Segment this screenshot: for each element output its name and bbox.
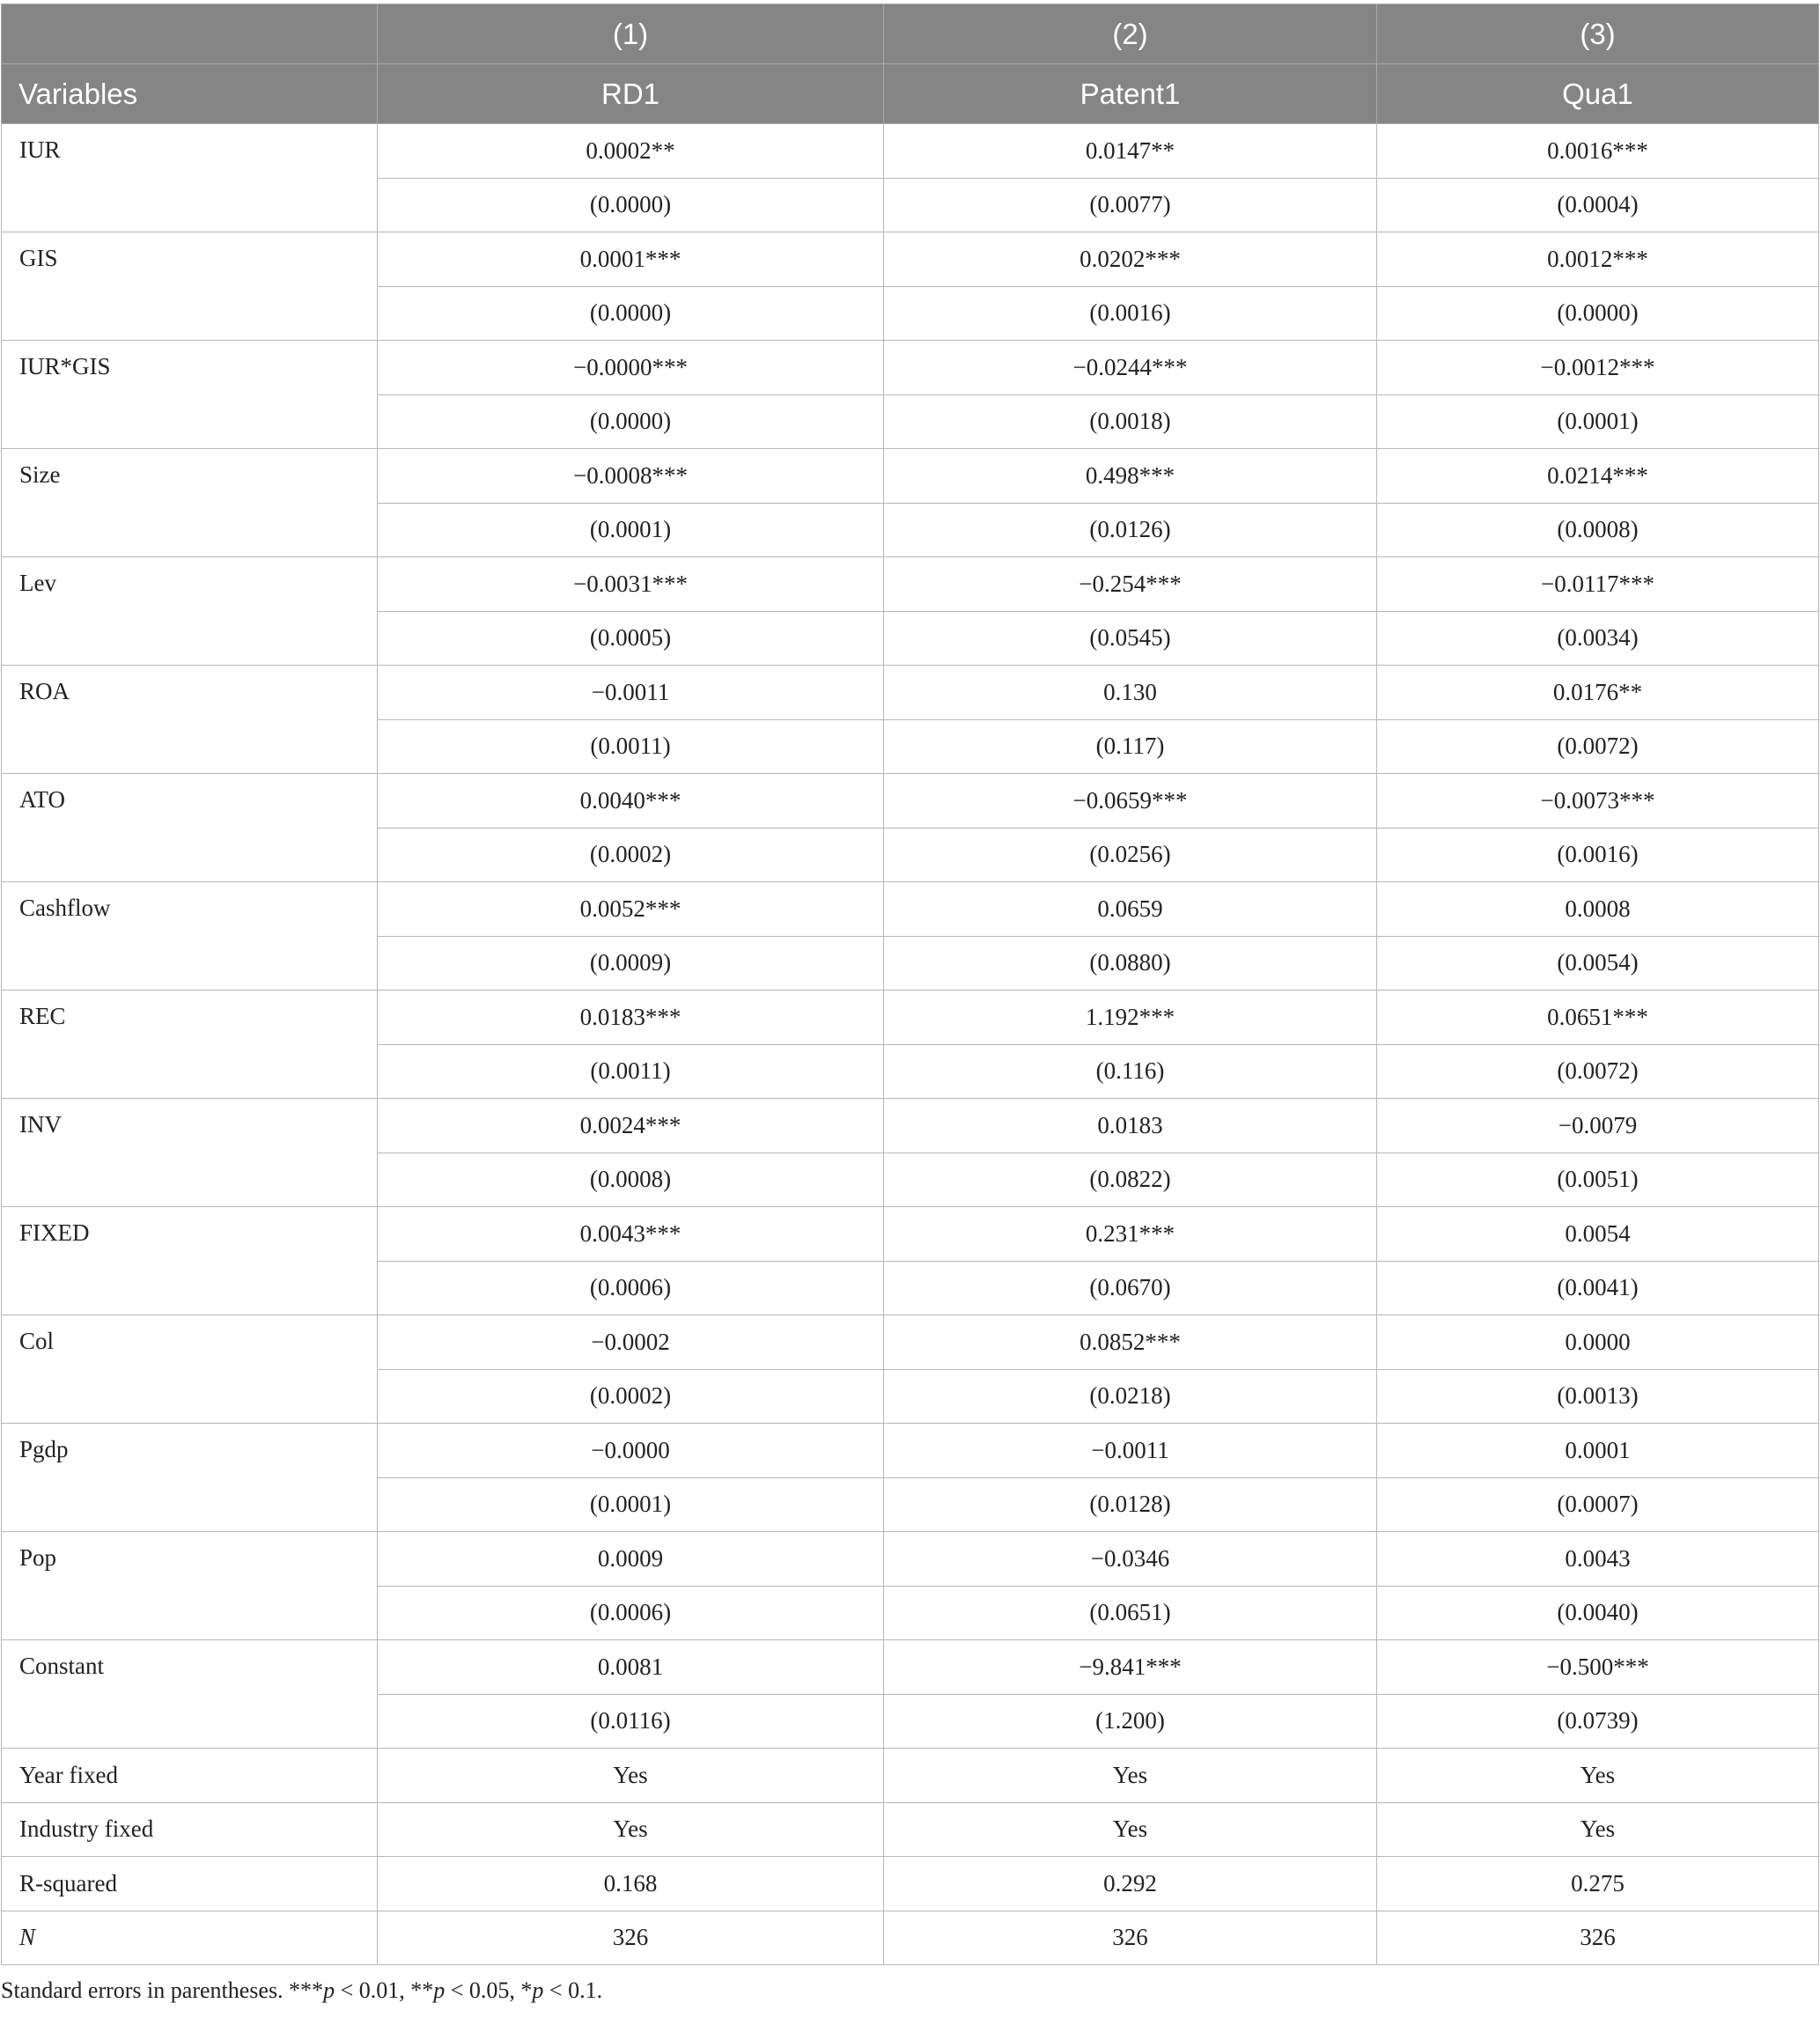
standard-error-cell: (0.0006): [378, 1586, 884, 1640]
variable-name: IUR*GIS: [2, 341, 378, 449]
table-header: [2, 4, 1819, 124]
coefficient-cell: 0.0016***: [1377, 124, 1819, 179]
header-blank-cell: [2, 4, 378, 64]
table-row-coefficient: [2, 774, 1819, 829]
table-row-summary: [2, 1911, 1819, 1965]
standard-error-cell: (0.0002): [378, 1369, 884, 1424]
coefficient-cell: 0.0040***: [378, 774, 884, 829]
table-row-summary: [2, 1802, 1819, 1857]
coefficient-cell: 0.0024***: [378, 1099, 884, 1153]
standard-error-cell: (0.0040): [1377, 1586, 1819, 1640]
standard-error-cell: (0.0016): [884, 286, 1377, 341]
standard-error-cell: (0.0002): [378, 828, 884, 882]
footnote-p: p: [433, 1977, 446, 2003]
summary-value: Yes: [884, 1802, 1377, 1857]
coefficient-cell: 0.0008: [1377, 882, 1819, 937]
standard-error-cell: (0.0013): [1377, 1369, 1819, 1424]
coefficient-cell: −0.0002: [378, 1315, 884, 1370]
standard-error-cell: (0.0011): [378, 719, 884, 774]
coefficient-cell: 0.0176**: [1377, 666, 1819, 720]
table-row-coefficient: [2, 1424, 1819, 1478]
header-row-dependent-variables: [2, 64, 1819, 124]
standard-error-cell: (0.0545): [884, 611, 1377, 666]
coefficient-cell: 0.0001: [1377, 1424, 1819, 1478]
summary-value: 326: [1377, 1911, 1819, 1965]
summary-value: Yes: [378, 1749, 884, 1803]
standard-error-cell: (0.0051): [1377, 1153, 1819, 1207]
standard-error-cell: (0.0126): [884, 503, 1377, 557]
summary-label: N: [2, 1911, 378, 1965]
standard-error-cell: (0.0054): [1377, 936, 1819, 991]
footnote-threshold-3: < 0.1.: [543, 1977, 603, 2003]
standard-error-cell: (0.0116): [378, 1694, 884, 1749]
variable-name: Constant: [2, 1640, 378, 1749]
footnote-threshold-2: < 0.05, *: [445, 1977, 533, 2003]
variable-name: ATO: [2, 774, 378, 882]
regression-table: [1, 4, 1819, 1965]
standard-error-cell: (0.0739): [1377, 1694, 1819, 1749]
coefficient-cell: 0.0009: [378, 1532, 884, 1587]
standard-error-cell: (0.0001): [378, 503, 884, 557]
coefficient-cell: 0.0000: [1377, 1315, 1819, 1370]
header-model-2: (2): [884, 4, 1377, 64]
table-row-coefficient: [2, 124, 1819, 179]
coefficient-cell: −0.0659***: [884, 774, 1377, 829]
table-row-coefficient: [2, 449, 1819, 504]
summary-value: Yes: [1377, 1802, 1819, 1857]
variable-name: REC: [2, 991, 378, 1099]
standard-error-cell: (0.0128): [884, 1477, 1377, 1532]
coefficient-cell: −0.0012***: [1377, 341, 1819, 395]
table-row-coefficient: [2, 882, 1819, 937]
coefficient-cell: 0.498***: [884, 449, 1377, 504]
table-row-coefficient: [2, 341, 1819, 395]
standard-error-cell: (0.0034): [1377, 611, 1819, 666]
coefficient-cell: −0.0244***: [884, 341, 1377, 395]
coefficient-cell: 0.0052***: [378, 882, 884, 937]
coefficient-cell: 0.0001***: [378, 232, 884, 287]
coefficient-cell: −0.254***: [884, 557, 1377, 612]
standard-error-cell: (0.0651): [884, 1586, 1377, 1640]
standard-error-cell: (0.0822): [884, 1153, 1377, 1207]
standard-error-cell: (0.0000): [1377, 286, 1819, 341]
standard-error-cell: (0.0256): [884, 828, 1377, 882]
standard-error-cell: (0.0670): [884, 1261, 1377, 1315]
table-row-coefficient: [2, 666, 1819, 720]
coefficient-cell: 0.0202***: [884, 232, 1377, 287]
summary-value: Yes: [1377, 1749, 1819, 1803]
coefficient-cell: 0.0081: [378, 1640, 884, 1695]
coefficient-cell: −0.0000***: [378, 341, 884, 395]
coefficient-cell: 0.0012***: [1377, 232, 1819, 287]
coefficient-cell: 0.130: [884, 666, 1377, 720]
standard-error-cell: (0.0018): [884, 394, 1377, 449]
variable-name: Cashflow: [2, 882, 378, 991]
table-row-coefficient: [2, 1099, 1819, 1153]
table-row-coefficient: [2, 232, 1819, 287]
variable-name: ROA: [2, 666, 378, 774]
standard-error-cell: (0.0016): [1377, 828, 1819, 882]
standard-error-cell: (0.0001): [1377, 394, 1819, 449]
summary-value: 0.168: [378, 1857, 884, 1911]
standard-error-cell: (0.0011): [378, 1044, 884, 1099]
coefficient-cell: −0.0117***: [1377, 557, 1819, 612]
coefficient-cell: 0.0659: [884, 882, 1377, 937]
standard-error-cell: (0.0009): [378, 936, 884, 991]
coefficient-cell: 0.0147**: [884, 124, 1377, 179]
variable-name: GIS: [2, 232, 378, 341]
summary-value: 0.292: [884, 1857, 1377, 1911]
coefficient-cell: 0.0054: [1377, 1207, 1819, 1262]
variable-name: Pop: [2, 1532, 378, 1640]
standard-error-cell: (1.200): [884, 1694, 1377, 1749]
summary-label: R-squared: [2, 1857, 378, 1911]
coefficient-cell: −9.841***: [884, 1640, 1377, 1695]
coefficient-cell: 0.0214***: [1377, 449, 1819, 504]
header-dv-patent1: Patent1: [884, 64, 1377, 124]
variable-name: FIXED: [2, 1207, 378, 1315]
coefficient-cell: 0.0852***: [884, 1315, 1377, 1370]
variable-name: IUR: [2, 124, 378, 232]
standard-error-cell: (0.116): [884, 1044, 1377, 1099]
coefficient-cell: −0.0346: [884, 1532, 1377, 1587]
standard-error-cell: (0.0041): [1377, 1261, 1819, 1315]
coefficient-cell: 0.0651***: [1377, 991, 1819, 1045]
variable-name: Pgdp: [2, 1424, 378, 1532]
table-row-coefficient: [2, 1532, 1819, 1587]
summary-label: Industry fixed: [2, 1802, 378, 1857]
table-row-coefficient: [2, 557, 1819, 612]
coefficient-cell: 0.0043***: [378, 1207, 884, 1262]
standard-error-cell: (0.0004): [1377, 178, 1819, 232]
coefficient-cell: −0.0000: [378, 1424, 884, 1478]
standard-error-cell: (0.0008): [1377, 503, 1819, 557]
standard-error-cell: (0.0000): [378, 286, 884, 341]
coefficient-cell: −0.0073***: [1377, 774, 1819, 829]
standard-error-cell: (0.0000): [378, 394, 884, 449]
standard-error-cell: (0.0218): [884, 1369, 1377, 1424]
standard-error-cell: (0.0072): [1377, 719, 1819, 774]
table-row-coefficient: [2, 1207, 1819, 1262]
summary-value: 326: [378, 1911, 884, 1965]
table-row-summary: [2, 1857, 1819, 1911]
table-row-summary: [2, 1749, 1819, 1803]
variable-name: Size: [2, 449, 378, 557]
standard-error-cell: (0.0005): [378, 611, 884, 666]
summary-value: 0.275: [1377, 1857, 1819, 1911]
coefficient-cell: 0.0043: [1377, 1532, 1819, 1587]
header-row-model-numbers: [2, 4, 1819, 64]
standard-error-cell: (0.0007): [1377, 1477, 1819, 1532]
coefficient-cell: −0.0008***: [378, 449, 884, 504]
coefficient-cell: 0.0002**: [378, 124, 884, 179]
standard-error-cell: (0.0006): [378, 1261, 884, 1315]
regression-table-container: [0, 4, 1820, 1965]
summary-value: 326: [884, 1911, 1377, 1965]
coefficient-cell: −0.500***: [1377, 1640, 1819, 1695]
summary-value: Yes: [884, 1749, 1377, 1803]
coefficient-cell: 0.0183***: [378, 991, 884, 1045]
table-row-coefficient: [2, 1640, 1819, 1695]
standard-error-cell: (0.0072): [1377, 1044, 1819, 1099]
header-variables: Variables: [2, 64, 378, 124]
variable-name: Col: [2, 1315, 378, 1424]
standard-error-cell: (0.0000): [378, 178, 884, 232]
variable-name: INV: [2, 1099, 378, 1207]
header-model-3: (3): [1377, 4, 1819, 64]
summary-value: Yes: [378, 1802, 884, 1857]
coefficient-cell: 0.231***: [884, 1207, 1377, 1262]
footnote-p: p: [532, 1977, 544, 2003]
table-footnote: [1, 1977, 602, 2004]
footnote-p: p: [323, 1977, 335, 2003]
standard-error-cell: (0.0880): [884, 936, 1377, 991]
variable-name: Lev: [2, 557, 378, 666]
standard-error-cell: (0.117): [884, 719, 1377, 774]
standard-error-cell: (0.0077): [884, 178, 1377, 232]
standard-error-cell: (0.0008): [378, 1153, 884, 1207]
coefficient-cell: 1.192***: [884, 991, 1377, 1045]
table-row-coefficient: [2, 991, 1819, 1045]
coefficient-cell: −0.0031***: [378, 557, 884, 612]
coefficient-cell: −0.0079: [1377, 1099, 1819, 1153]
header-dv-rd1: RD1: [378, 64, 884, 124]
coefficient-cell: −0.0011: [884, 1424, 1377, 1478]
header-dv-qua1: Qua1: [1377, 64, 1819, 124]
footnote-threshold-1: < 0.01, **: [335, 1977, 434, 2003]
summary-label: Year fixed: [2, 1749, 378, 1803]
coefficient-cell: −0.0011: [378, 666, 884, 720]
header-model-1: (1): [378, 4, 884, 64]
coefficient-cell: 0.0183: [884, 1099, 1377, 1153]
footnote-lead: Standard errors in parentheses. ***: [1, 1977, 324, 2003]
standard-error-cell: (0.0001): [378, 1477, 884, 1532]
table-row-coefficient: [2, 1315, 1819, 1370]
table-body: [2, 124, 1819, 1965]
